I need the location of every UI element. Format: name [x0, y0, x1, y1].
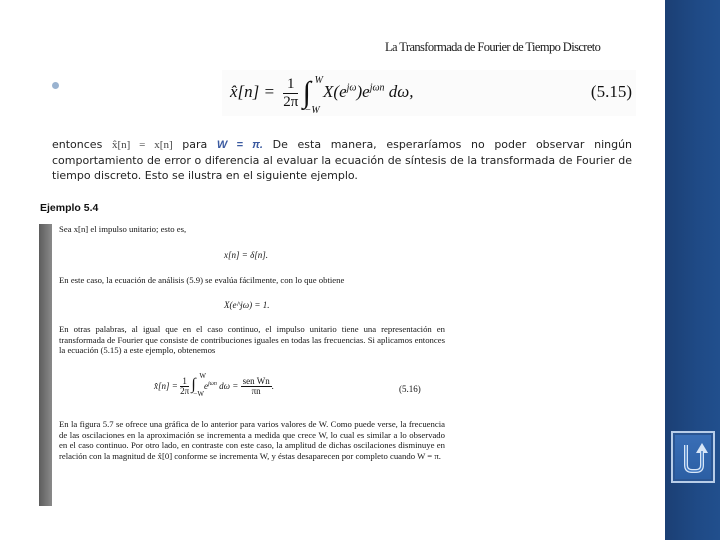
eq-upper-limit: W — [314, 75, 323, 86]
scan-eq3-num: 1 — [180, 377, 189, 387]
integral-icon: ∫ W −W — [302, 75, 323, 116]
para-part-1: entonces — [52, 138, 112, 151]
scan-line-3: En otras palabras, al igual que en el caso continuo, el impulso unitario tiene una representación en transformada de Fourier que consiste de contribuciones iguales en todas las frecuencias. Si aplicamos entonces la ecuación (5.15) a este ejemplo, obtenemos — [59, 324, 445, 356]
eq-lhs: x̂[n] = — [230, 81, 275, 101]
eq-mid: )e — [356, 81, 370, 101]
scan-eq-1: x[n] = δ[n]. — [224, 250, 269, 260]
scan-eq3-rfrac — [241, 377, 272, 397]
eq-exp1: jω — [346, 82, 357, 94]
scan-eq3-lo: −W — [193, 390, 204, 398]
eq-lower-limit: −W — [304, 105, 320, 116]
equation-body — [230, 75, 414, 116]
scan-line-1: Sea x[n] el impulso unitario; esto es, — [59, 224, 187, 234]
equation-number: (5.15) — [590, 82, 632, 101]
scan-eq3-rnum: sen Wn — [242, 376, 270, 386]
para-part-3: De esta manera, esperaríamos no poder observar ningún comportamiento de error o diferencia al evaluar la ecuación de síntesis de la transformada de Fourier de tiempo discreto. Esto se ilustra en el siguiente ejemplo. — [52, 138, 633, 182]
scan-integral-icon: ∫ W −W — [191, 372, 206, 398]
slide-title: La Transformada de Fourier de Tiempo Discreto — [385, 40, 601, 54]
scan-eq-2: X(e^jω) = 1. — [224, 300, 270, 310]
eq-fraction — [283, 76, 298, 110]
scan-eq3-mid: dω = — [216, 381, 239, 391]
scan-eq3-exp: jωn — [208, 381, 217, 387]
example-title: Ejemplo 5.4 — [40, 202, 99, 214]
para-math-w: W = π. — [216, 139, 263, 151]
para-part-2: para — [172, 138, 217, 151]
scan-eq3-end: . — [271, 381, 274, 391]
scan-eq3-den: 2π — [180, 386, 190, 397]
scanned-example — [39, 216, 450, 506]
scan-line-2: En este caso, la ecuación de análisis (5.9) se evalúa fácilmente, con lo que obtiene — [59, 275, 345, 285]
eq-exp2: jωn — [369, 82, 385, 94]
equation-5-15 — [222, 70, 636, 116]
scan-eq3-rden: πn — [251, 386, 261, 397]
scan-eq-3 — [154, 372, 274, 398]
scan-eq3-number: (5.16) — [399, 384, 421, 394]
return-button[interactable] — [671, 431, 715, 483]
return-arrow-icon — [678, 439, 708, 475]
scan-eq3-frac — [180, 377, 189, 397]
body-paragraph — [52, 137, 632, 183]
eq-frac-num: 1 — [283, 76, 298, 94]
scan-margin-bar — [39, 224, 52, 506]
scan-eq3-lhs: x̂[n] = — [154, 381, 178, 391]
para-math-xhat: x̂[n] = x[n] — [111, 139, 173, 151]
eq-frac-den: 2π — [283, 93, 299, 110]
scan-line-4: En la figura 5.7 se ofrece una gráfica de lo anterior para varios valores de W. Como puede verse, la frecuencia de las oscilaciones en la aproximación se incrementa a medida que crece W, lo cual es similar a lo observado en el caso continuo. Por otro lado, en contraste con este caso, la amplitud de dichas oscilaciones disminuye en relación con la magnitud de x̂[0] conforme se incrementa W, y éstas desaparecen por completo cuando W = π. — [59, 419, 445, 462]
eq-integrand: X(e — [323, 81, 347, 101]
scan-eq3-up: W — [199, 372, 206, 380]
scan-eq3-int: e — [204, 381, 209, 391]
eq-tail: dω, — [384, 81, 414, 101]
bullet-icon — [52, 82, 59, 89]
